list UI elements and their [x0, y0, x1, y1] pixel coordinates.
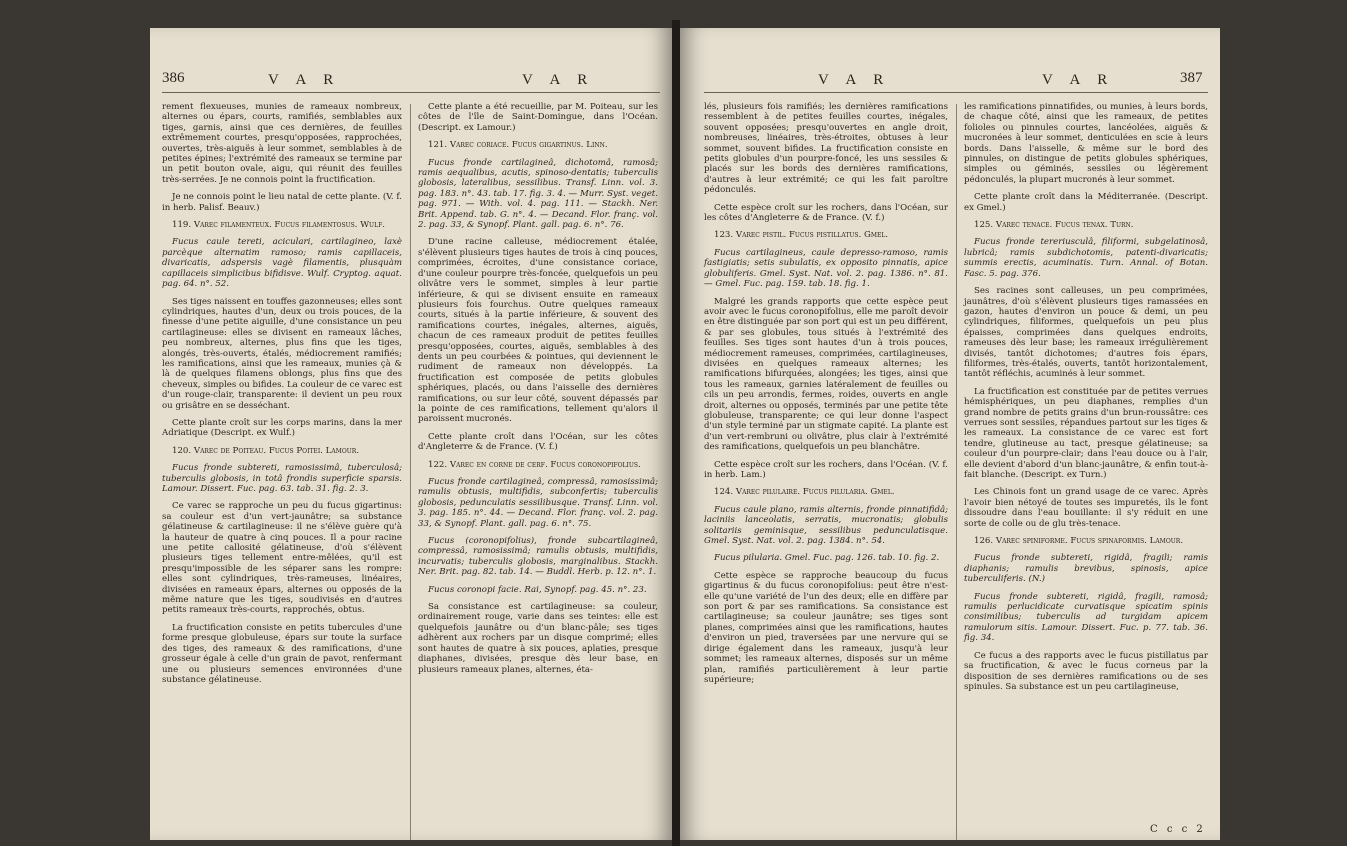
paragraph: Cette espèce se rapproche beaucoup du fucus gigartinus & du fucus coronopifolius: peut être n'est-elle qu'une variété de l'un des deux; elle en diffère par son port & par ses ramifications. Sa consistance est cartilagineuse; sa couleur jaunâtre; ses tiges sont planes, comprimées ainsi que les ramifications, hautes d'environ un pied, traversées par une nervure qui se dirige également dans les rameaux, jusqu'à leur sommet; les rameaux alternes, disposés sur un même plan, ramifiés particulièrement à leur partie supérieure; — [704, 570, 948, 685]
latin-diagnosis: Fucus caule tereti, aciculari, cartilagineo, laxè parcèque alternatim ramoso; ramis capillaceis, divaricatis, adspersis vagè filamentis, plusquàm capillaceis simplicibus bifidisve. Wulf. Cryptog. aquat. pag. 64. n°. 52. — [162, 237, 402, 290]
paragraph: Les Chinois font un grand usage de ce varec. Après l'avoir bien nétoyé de toutes ses impuretés, ils le font dissoudre dans l'eau bouillante: il s'y réduit en une sorte de colle ou de glu très-tenace. — [964, 487, 1208, 529]
latin-diagnosis: Fucus coronopi facie. Rai, Synopf. pag. 45. n°. 23. — [428, 584, 647, 595]
entry-heading: 122. Varec en corne de cerf. Fucus coronopifolius. — [428, 459, 641, 470]
right-page-number: 387 — [1180, 70, 1203, 86]
latin-diagnosis: Fucus (coronopifolius), fronde subcartilagineâ, compressâ, ramosissimâ; ramulis obtusis, multifidis, incurvatis; tuberculis globosis, marginalibus. Stackh. Ner. Brit. pag. 82. tab. 14. — Buddl. Herb. p. 12. n°. 1. — [418, 536, 658, 578]
left-page — [150, 28, 672, 840]
latin-diagnosis: Fucus fronde subtereti, rigidâ, fragili; ramis diaphanis; ramulis brevibus, spinosis, apice tuberculiferis. (N.) — [964, 553, 1208, 585]
latin-diagnosis: Fucus pilularia. Gmel. Fuc. pag. 126. tab. 10. fig. 2. — [714, 553, 940, 564]
entry-heading: 120. Varec de Poiteau. Fucus Poitei. Lamour. — [172, 445, 360, 456]
paragraph: Cette plante croît dans la Méditerranée. (Descript. ex Gmel.) — [964, 192, 1208, 213]
right-column-1 — [704, 102, 948, 692]
latin-diagnosis: Fucus fronde subtereti, rigidâ, fragili, ramosâ; ramulis perlucidicate curvatisque spicatim spinis consimilibus; tuberculis ad turgidam apicem ramulorum sitis. Lamour. Dissert. Fuc. p. 77. tab. 36. fig. 34. — [964, 591, 1208, 644]
book-gutter — [672, 20, 680, 846]
paragraph: Je ne connois point le lieu natal de cette plante. (V. f. in herb. Palisf. Beauv.) — [162, 192, 402, 213]
right-page — [680, 28, 1220, 840]
paragraph: Cette plante croît dans l'Océan, sur les côtes d'Angleterre & de France. (V. f.) — [418, 431, 658, 453]
paragraph: Sa consistance est cartilagineuse: sa couleur, ordinairement rouge, varie dans ses teintes: elle est quelquefois jaunâtre ou d'un blanc-pâle; ses tiges adhèrent aux rochers par un disque comprimé; elles sont hautes de quatre à six pouces, aplaties, presque diaphanes, divisées, presque dès leur base, en plusieurs rameaux planes, alternes, éta- — [418, 602, 658, 675]
right-column-2 — [964, 102, 1208, 699]
latin-diagnosis: Fucus cartilagineus, caule depresso-ramoso, ramis fastigiatis; setis subulatis, ex opposito pinnatis, apice globuliferis. Gmel. Syst. Nat. vol. 2. pag. 1386. n°. 81. — Gmel. Fuc. pag. 159. tab. 18. fig. 1. — [704, 247, 948, 290]
paragraph: La fructification est constituée par de petites verrues hémisphériques, un peu diaphanes, remplies d'un grand nombre de petits grains d'un brun-roussâtre: ces verrues sont sessiles, répandues partout sur les tiges & les rameaux. La consistance de ce varec est fort tendre, glutineuse au tact, presque gélatineuse; sa couleur d'un pourpre-clair; dans l'eau douce ou à l'air, elle devient d'abord d'un blanc-jaunâtre, & enfin tout-à-fait blanche. (Descript. ex Turn.) — [964, 386, 1208, 480]
left-column-divider — [410, 104, 411, 840]
right-running-head-1: V A R — [818, 72, 891, 88]
latin-diagnosis: Fucus fronde subtereti, ramosissimâ, tuberculosâ; tuberculis globosis, in totâ frondis superficie sparsis. Lamour. Dissert. Fuc. pag. 63. tab. 31. fig. 2. 3. — [162, 463, 402, 494]
paragraph: Ses racines sont calleuses, un peu comprimées, jaunâtres, d'où s'élèvent plusieurs tiges ramassées en gazon, hautes d'environ un pouce & demi, un peu cylindriques, filiformes, quelquefois un peu plus épaisses, comprimées dans quelques endroits, rameuses dès leur base; les rameaux irrégulièrement divisés, tantôt dichotomes; d'autres fois épars, filiformes, très-étalés, ouverts, tantôt horizontalement, tantôt réfléchis, acuminés à leur sommet. — [964, 286, 1208, 380]
left-column-2 — [418, 102, 658, 682]
paragraph: Malgré les grands rapports que cette espèce peut avoir avec le fucus coronopifolius, elle me paroît devoir en être distinguée par son port qui est un peu différent, & par ses globules, tous situés à l'extrémité des feuilles. Ses tiges sont hautes d'un à trois pouces, médiocrement rameuses, comprimées, cartilagineuses, divisées en quelques rameaux alternes; les ramifications bifurquées, alongées; les tiges, ainsi que tous les rameaux, garnies latéralement de feuilles ou cils un peu arrondis, fermes, roides, ouverts en angle droit, alternes ou opposés, terminés par une petite tête globuleuse, transparente; ce qui leur donne l'aspect d'un style terminé par un stigmate capité. La plante est d'un vert-rembruni ou olivâtre, plus clair à l'extrémité des ramifications, quelquefois un peu blanchâtre. — [704, 296, 948, 453]
left-running-head-2: V A R — [522, 72, 595, 88]
paragraph: Cette espèce croît sur les rochers, dans l'Océan, sur les côtes d'Angleterre & de France. (V. f.) — [704, 202, 948, 224]
latin-diagnosis: Fucus fronde tereriusculâ, filiformi, subgelatinosâ, lubricâ; ramis subdichotomis, patenti-divaricatis; summis erectis, acuminatis. Turn. Annal. of Botan. Fasc. 5. pag. 376. — [964, 237, 1208, 279]
paragraph: La fructification consiste en petits tubercules d'une forme presque globuleuse, épars sur toute la surface des tiges, des rameaux & des ramifications, d'une grosseur égale à celle d'un grain de pavot, renfermant une ou plusieurs semences environnées d'une substance gélatineuse. — [162, 622, 402, 685]
right-header-rule — [704, 92, 1208, 93]
paragraph: Cette espèce croît sur les rochers, dans l'Océan. (V. f. in herb. Lam.) — [704, 459, 948, 480]
entry-heading: 123. Varec pistil. Fucus pistillatus. Gmel. — [714, 230, 889, 241]
paragraph: rement flexueuses, munies de rameaux nombreux, alternes ou épars, courts, ramifiés, semblables aux tiges, garnis, ainsi que ces dernières, de feuilles extrêmement courtes, presqu'opposées, rapprochées, ouvertes, très-aiguës à leur sommet, semblables à de petites épines; l'extrémité des rameaux se termine par un petit bouton ovale, aigu, qui réunit des feuilles très-serrées. Je ne connois point la fructification. — [162, 102, 402, 185]
paragraph: les ramifications pinnatifides, ou munies, à leurs bords, de chaque côté, ainsi que les rameaux, de petites folioles ou pinnules courtes, lancéolées, aiguës & mucronées à leur sommet, denticulées en scie à leurs bords. Dans l'aisselle, & même sur le bord des pinnules, on distingue de petits globules sphériques, simples ou géminés, sessiles ou légèrement pédonculés, la plupart mucronés à leur sommet. — [964, 102, 1208, 185]
left-header-rule — [162, 92, 660, 93]
left-running-head-1: V A R — [268, 72, 341, 88]
paragraph: Cette plante croît sur les corps marins, dans la mer Adriatique (Descript. ex Wulf.) — [162, 417, 402, 439]
paragraph: lés, plusieurs fois ramifiés; les dernières ramifications ressemblent à de petites feuilles courtes, inégales, souvent opposées; presqu'ouvertes en angle droit, nombreuses, linéaires, très-étroites, obtuses à leur sommet, souvent bifides. La fructification consiste en petits globules d'un pourpre-foncé, les uns sessiles & placés sur les bords des dernières ramifications, d'autres à leur extrémité; ce qui les fait paroître pédonculés. — [704, 102, 948, 196]
latin-diagnosis: Fucus caule plano, ramis alternis, fronde pinnatifidâ; laciniis lanceolatis, serratis, mucronatis; globulis solitariis geminisque, sessilibus pedunculatisque. Gmel. Syst. Nat. vol. 2. pag. 1384. n°. 54. — [704, 504, 948, 547]
entry-heading: 124. Varec pilulaire. Fucus pilularia. Gmel. — [714, 487, 895, 498]
right-column-divider — [956, 104, 957, 840]
left-column-1 — [162, 102, 402, 692]
paragraph: Cette plante a été recueillie, par M. Poiteau, sur les côtes de l'île de Saint-Domingue, dans l'Océan. (Descript. ex Lamour.) — [418, 102, 658, 133]
paragraph: Ses tiges naissent en touffes gazonneuses; elles sont cylindriques, hautes d'un, deux ou trois pouces, de la finesse d'une petite aiguille, d'une consistance un peu cartilagineuse: elles se divisent en rameaux lâches, peu nombreux, alternes, plus fins que les tiges, alongés, très-ouverts, étalés, médiocrement ramifiés; les ramifications, ainsi que les rameaux, munies çà & là de quelques filamens oblongs, plus fins que des cheveux, simples ou bifides. La couleur de ce varec est d'un rouge-clair, transparente: il devient un peu roux ou grisâtre en se desséchant. — [162, 296, 402, 411]
latin-diagnosis: Fucus fronde cartilagineâ, compressâ, ramosissimâ; ramulis obtusis, multifidis, subconfertis; tuberculis globosis, pedunculatis sessilibusque. Transf. Linn. vol. 3. pag. 185. n°. 44. — Decand. Flor. franç. vol. 2. pag. 33, & Synopf. Plant. gall. pag. 6. n°. 75. — [418, 477, 658, 529]
paragraph: Ce varec se rapproche un peu du fucus gigartinus: sa couleur est d'un vert-jaunâtre; sa substance gélatineuse & cartilagineuse: il ne s'élève guère qu'à la hauteur de quatre à cinq pouces. Il a pour racine une petite callosité gélatineuse, d'où s'élèvent plusieurs tiges tellement entre-mêlées, qu'il est presqu'impossible de les séparer sans les rompre: elles sont cylindriques, très-rameuses, linéaires, divisées en rameaux épars, alternes ou opposés de la même nature que les tiges, soudivisés en d'autres petits rameaux très-courts, rapprochés, obtus. — [162, 501, 402, 616]
entry-heading: 125. Varec tenace. Fucus tenax. Turn. — [974, 220, 1134, 231]
entry-heading: 126. Varec spiniforme. Fucus spinaformis. Lamour. — [974, 536, 1184, 547]
paragraph: D'une racine calleuse, médiocrement étalée, s'élèvent plusieurs tiges hautes de trois à cinq pouces, comprimées, écroites, d'une consistance coriace, d'une couleur pourpre très-foncée, quelquefois un peu olivâtre vers le sommet, simples à leur partie inférieure, & qui se divisent ensuite en rameaux plusieurs fois fourchus. Outre quelques rameaux courts, situés à la partie inférieure, & souvent des ramifications courtes, inégales, alternes, aiguës, chacun de ces rameaux produit de petites feuilles presqu'opposées, courtes, aiguës, semblables à des dents un peu courbées & pointues, qui deviennent le rudiment de rameaux non développés. La fructification est composée de petits globules sphériques, placés, ou dans l'aisselle des dernières ramifications, ou sur leur côté, souvent dépassés par la pointe de ces ramifications, tellement qu'alors il paroissent mucronés. — [418, 237, 658, 425]
entry-heading: 121. Varec coriace. Fucus gigartinus. Linn. — [428, 140, 608, 151]
left-page-number: 386 — [162, 70, 185, 86]
paragraph: Ce fucus a des rapports avec le fucus pistillatus par sa fructification, & avec le fucus corneus par la disposition de ses dernières ramifications ou de ses spinules. Sa substance est un peu cartilagineuse, — [964, 650, 1208, 692]
entry-heading: 119. Varec filamenteux. Fucus filamentosus. Wulf. — [172, 220, 385, 231]
signature-mark: C c c 2 — [1150, 824, 1206, 835]
right-running-head-2: V A R — [1042, 72, 1115, 88]
latin-diagnosis: Fucus fronde cartilagineâ, dichotomâ, ramosâ; ramis aequalibus, acutis, spinoso-dentatis; tuberculis globosis, lateralibus, sessilibus. Transf. Linn. vol. 3. pag. 183. n°. 43. tab. 17. fig. 3. 4. — Murr. Syst. veget. pag. 971. — With. vol. 4. pag. 111. — Stackh. Ner. Brit. Append. tab. G. n°. 4. — Decand. Flor. franç. vol. 2. pag. 33, & Synopf. Plant. gall. pag. 6. n°. 76. — [418, 157, 658, 231]
